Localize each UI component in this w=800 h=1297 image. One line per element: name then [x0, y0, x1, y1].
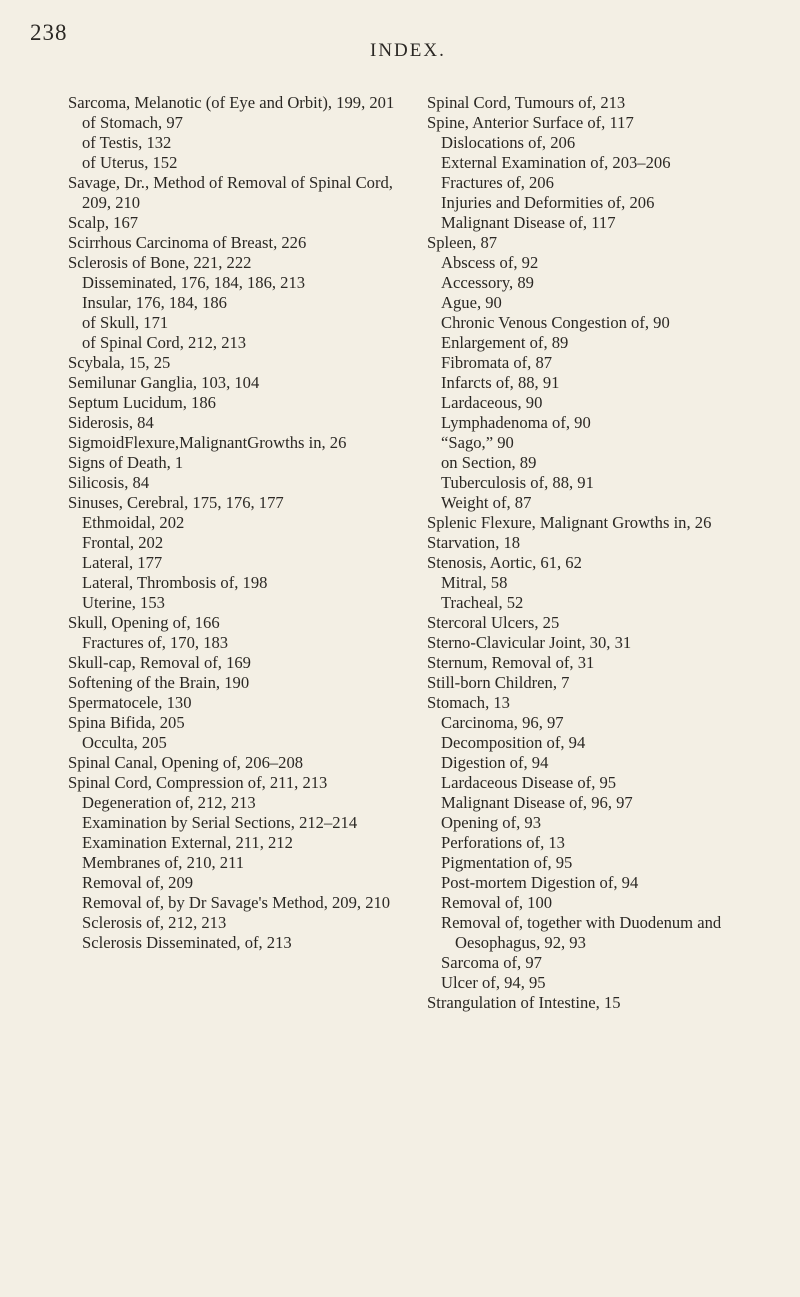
- index-entry: Still-born Children, 7: [427, 673, 570, 692]
- index-subentry: Carcinoma, 96, 97: [441, 713, 564, 732]
- index-entry: Splenic Flexure, Malignant Growths in, 26: [427, 513, 712, 532]
- index-entry: Savage, Dr., Method of Removal of Spinal Cord, 209, 210: [68, 173, 393, 212]
- index-subentry: External Examination of, 203–206: [441, 153, 671, 172]
- index-subentry: Removal of, together with Duodenum and Oesophagus, 92, 93: [441, 913, 722, 952]
- index-subentry: of Spinal Cord, 212, 213: [82, 333, 247, 352]
- index-subentry: Uterine, 153: [82, 593, 165, 612]
- index-subentry: Pigmentation of, 95: [441, 853, 573, 872]
- index-subentry: Infarcts of, 88, 91: [441, 373, 560, 392]
- index-entry: Scalp, 167: [68, 213, 139, 232]
- index-entry: Spina Bifida, 205: [68, 713, 185, 732]
- index-subentry: on Section, 89: [441, 453, 537, 472]
- index-subentry: Injuries and Deformities of, 206: [441, 193, 655, 212]
- index-entry: Scirrhous Carcinoma of Breast, 226: [68, 233, 307, 252]
- index-subentry: Lateral, 177: [82, 553, 163, 572]
- index-subentry: Degeneration of, 212, 213: [82, 793, 256, 812]
- index-entry: Sternum, Removal of, 31: [427, 653, 595, 672]
- index-subentry: Tracheal, 52: [441, 593, 524, 612]
- index-entry: Stenosis, Aortic, 61, 62: [427, 553, 582, 572]
- index-entry: Sinuses, Cerebral, 175, 176, 177: [68, 493, 284, 512]
- index-entry: Starvation, 18: [427, 533, 521, 552]
- index-subentry: Accessory, 89: [441, 273, 534, 292]
- page-number: 238: [30, 20, 68, 45]
- index-subentry: Fibromata of, 87: [441, 353, 553, 372]
- index-subentry: Ethmoidal, 202: [82, 513, 185, 532]
- index-entry: Silicosis, 84: [68, 473, 150, 492]
- index-subentry: Removal of, 100: [441, 893, 553, 912]
- index-entry: SigmoidFlexure,MalignantGrowths in, 26: [68, 433, 347, 452]
- index-entry: Skull-cap, Removal of, 169: [68, 653, 251, 672]
- index-entry: Spleen, 87: [427, 233, 498, 252]
- index-subentry: Removal of, 209: [82, 873, 194, 892]
- index-subentry: Occulta, 205: [82, 733, 167, 752]
- index-subentry: Sclerosis Disseminated, of, 213: [82, 933, 292, 952]
- index-subentry: Malignant Disease of, 117: [441, 213, 616, 232]
- index-subentry: Opening of, 93: [441, 813, 542, 832]
- index-entry: Sclerosis of Bone, 221, 222: [68, 253, 252, 272]
- index-entry: Scybala, 15, 25: [68, 353, 171, 372]
- index-subentry: Removal of, by Dr Savage's Method, 209, 210: [82, 893, 391, 912]
- index-entry: Sarcoma, Melanotic (of Eye and Orbit), 199, 201: [68, 93, 395, 112]
- index-subentry: Tuberculosis of, 88, 91: [441, 473, 594, 492]
- index-subentry: Post-mortem Digestion of, 94: [441, 873, 639, 892]
- index-entry: Spinal Cord, Tumours of, 213: [427, 93, 626, 112]
- index-entry: Septum Lucidum, 186: [68, 393, 216, 412]
- index-subentry: Membranes of, 210, 211: [82, 853, 245, 872]
- page-title: INDEX.: [370, 40, 446, 61]
- index-subentry: Perforations of, 13: [441, 833, 565, 852]
- index-subentry: Lateral, Thrombosis of, 198: [82, 573, 268, 592]
- index-subentry: of Stomach, 97: [82, 113, 183, 132]
- index-subentry: Sarcoma of, 97: [441, 953, 542, 972]
- index-subentry: Lardaceous, 90: [441, 393, 543, 412]
- index-subentry: “Sago,” 90: [441, 433, 514, 452]
- index-subentry: Examination by Serial Sections, 212–214: [82, 813, 358, 832]
- index-subentry: Fractures of, 170, 183: [82, 633, 229, 652]
- index-entry: Softening of the Brain, 190: [68, 673, 250, 692]
- index-subentry: Examination External, 211, 212: [82, 833, 293, 852]
- index-subentry: Insular, 176, 184, 186: [82, 293, 227, 312]
- index-entry: Strangulation of Intestine, 15: [427, 993, 621, 1012]
- index-subentry: of Testis, 132: [82, 133, 172, 152]
- index-entry: Spine, Anterior Surface of, 117: [427, 113, 634, 132]
- index-column-right: [427, 93, 772, 1013]
- index-subentry: Ulcer of, 94, 95: [441, 973, 546, 992]
- index-column-left: [68, 93, 406, 953]
- index-subentry: Weight of, 87: [441, 493, 532, 512]
- index-entry: Stomach, 13: [427, 693, 510, 712]
- index-subentry: Ague, 90: [441, 293, 502, 312]
- index-subentry: Malignant Disease of, 96, 97: [441, 793, 633, 812]
- index-entry: Spinal Canal, Opening of, 206–208: [68, 753, 304, 772]
- index-entry: Spermatocele, 130: [68, 693, 192, 712]
- index-subentry: Digestion of, 94: [441, 753, 549, 772]
- index-subentry: Enlargement of, 89: [441, 333, 569, 352]
- index-subentry: of Skull, 171: [82, 313, 169, 332]
- index-subentry: Lardaceous Disease of, 95: [441, 773, 617, 792]
- index-subentry: Sclerosis of, 212, 213: [82, 913, 227, 932]
- index-subentry: Dislocations of, 206: [441, 133, 576, 152]
- index-subentry: Frontal, 202: [82, 533, 164, 552]
- index-entry: Stercoral Ulcers, 25: [427, 613, 560, 632]
- index-subentry: Decomposition of, 94: [441, 733, 586, 752]
- index-subentry: Disseminated, 176, 184, 186, 213: [82, 273, 306, 292]
- index-subentry: of Uterus, 152: [82, 153, 178, 172]
- index-entry: Siderosis, 84: [68, 413, 154, 432]
- index-entry: Skull, Opening of, 166: [68, 613, 220, 632]
- index-subentry: Fractures of, 206: [441, 173, 554, 192]
- index-subentry: Chronic Venous Congestion of, 90: [441, 313, 670, 332]
- index-subentry: Abscess of, 92: [441, 253, 539, 272]
- index-subentry: Mitral, 58: [441, 573, 508, 592]
- index-entry: Signs of Death, 1: [68, 453, 184, 472]
- index-entry: Semilunar Ganglia, 103, 104: [68, 373, 260, 392]
- index-entry: Spinal Cord, Compression of, 211, 213: [68, 773, 328, 792]
- index-entry: Sterno-Clavicular Joint, 30, 31: [427, 633, 632, 652]
- index-subentry: Lymphadenoma of, 90: [441, 413, 591, 432]
